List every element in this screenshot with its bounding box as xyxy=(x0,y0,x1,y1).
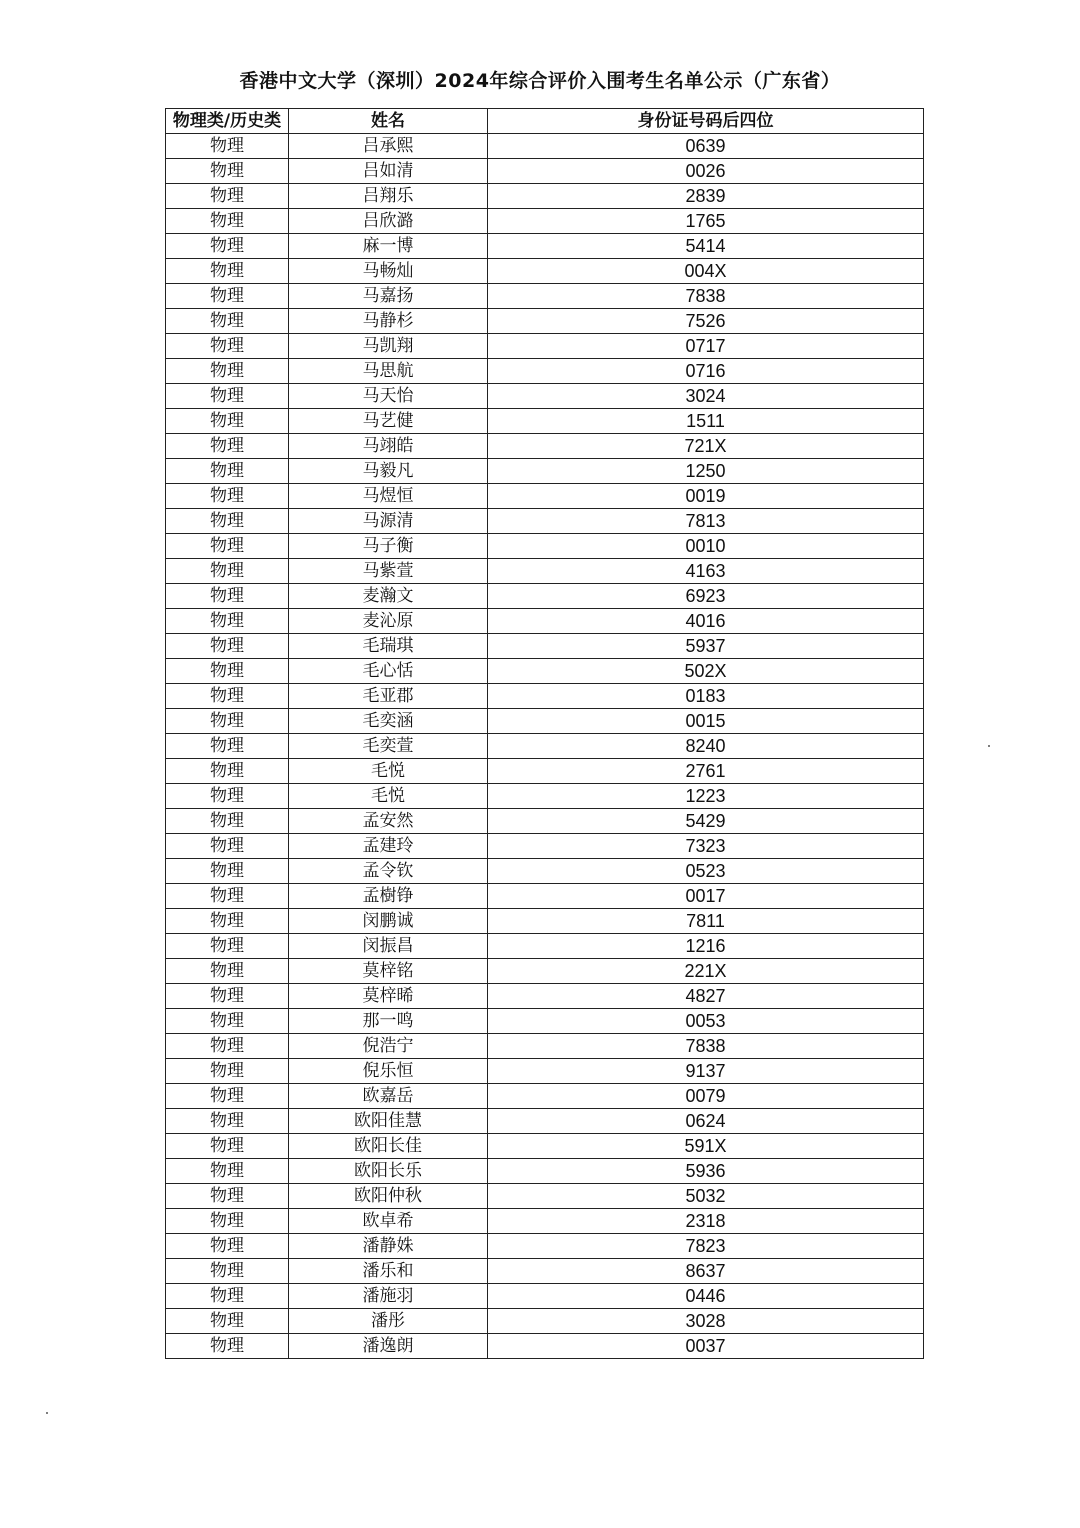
table-row xyxy=(166,1159,924,1184)
table-row xyxy=(166,659,924,684)
category-cell: 物理 xyxy=(166,734,289,759)
name-cell: 潘施羽 xyxy=(289,1284,488,1309)
id-last-four-cell: 721X xyxy=(488,434,924,459)
category-cell: 物理 xyxy=(166,809,289,834)
category-cell: 物理 xyxy=(166,984,289,1009)
id-last-four-cell: 2318 xyxy=(488,1209,924,1234)
category-cell: 物理 xyxy=(166,1234,289,1259)
table-row xyxy=(166,134,924,159)
name-cell: 马源清 xyxy=(289,509,488,534)
category-cell: 物理 xyxy=(166,284,289,309)
category-cell: 物理 xyxy=(166,1134,289,1159)
table-row xyxy=(166,1109,924,1134)
table-row xyxy=(166,884,924,909)
table-row xyxy=(166,634,924,659)
name-cell: 马翊皓 xyxy=(289,434,488,459)
name-cell: 毛奕萱 xyxy=(289,734,488,759)
category-cell: 物理 xyxy=(166,184,289,209)
id-last-four-cell: 0639 xyxy=(488,134,924,159)
category-cell: 物理 xyxy=(166,434,289,459)
name-cell: 马畅灿 xyxy=(289,259,488,284)
table-row xyxy=(166,1334,924,1359)
name-cell: 马毅凡 xyxy=(289,459,488,484)
id-last-four-cell: 0037 xyxy=(488,1334,924,1359)
id-last-four-cell: 5414 xyxy=(488,234,924,259)
id-last-four-cell: 0015 xyxy=(488,709,924,734)
category-cell: 物理 xyxy=(166,1209,289,1234)
name-cell: 莫梓铭 xyxy=(289,959,488,984)
category-cell: 物理 xyxy=(166,1309,289,1334)
table-row xyxy=(166,159,924,184)
id-last-four-cell: 0079 xyxy=(488,1084,924,1109)
name-cell: 毛亚郡 xyxy=(289,684,488,709)
id-last-four-cell: 4163 xyxy=(488,559,924,584)
category-cell: 物理 xyxy=(166,1109,289,1134)
table-row xyxy=(166,559,924,584)
candidate-table xyxy=(165,108,924,1359)
category-cell: 物理 xyxy=(166,609,289,634)
table-row xyxy=(166,1134,924,1159)
scan-speck xyxy=(46,1412,48,1414)
name-cell: 潘逸朗 xyxy=(289,1334,488,1359)
id-last-four-cell: 5032 xyxy=(488,1184,924,1209)
table-row xyxy=(166,1009,924,1034)
category-cell: 物理 xyxy=(166,534,289,559)
name-cell: 马天怡 xyxy=(289,384,488,409)
category-cell: 物理 xyxy=(166,409,289,434)
category-cell: 物理 xyxy=(166,934,289,959)
category-cell: 物理 xyxy=(166,1059,289,1084)
id-last-four-cell: 7813 xyxy=(488,509,924,534)
id-last-four-cell: 2761 xyxy=(488,759,924,784)
table-row xyxy=(166,259,924,284)
category-cell: 物理 xyxy=(166,234,289,259)
name-cell: 吕如清 xyxy=(289,159,488,184)
table-row xyxy=(166,1309,924,1334)
table-row xyxy=(166,984,924,1009)
name-cell: 欧阳仲秋 xyxy=(289,1184,488,1209)
table-row xyxy=(166,384,924,409)
table-row xyxy=(166,684,924,709)
category-cell: 物理 xyxy=(166,1284,289,1309)
id-last-four-cell: 1511 xyxy=(488,409,924,434)
category-cell: 物理 xyxy=(166,359,289,384)
name-cell: 孟令钦 xyxy=(289,859,488,884)
category-cell: 物理 xyxy=(166,259,289,284)
name-cell: 孟安然 xyxy=(289,809,488,834)
id-last-four-cell: 0010 xyxy=(488,534,924,559)
table-row xyxy=(166,509,924,534)
table-row xyxy=(166,859,924,884)
category-cell: 物理 xyxy=(166,709,289,734)
name-cell: 马凯翔 xyxy=(289,334,488,359)
category-cell: 物理 xyxy=(166,384,289,409)
name-cell: 那一鸣 xyxy=(289,1009,488,1034)
category-cell: 物理 xyxy=(166,559,289,584)
table-row xyxy=(166,1209,924,1234)
id-last-four-cell: 0183 xyxy=(488,684,924,709)
category-cell: 物理 xyxy=(166,1334,289,1359)
id-last-four-cell: 1765 xyxy=(488,209,924,234)
table-row xyxy=(166,1084,924,1109)
table-row xyxy=(166,1284,924,1309)
table-row xyxy=(166,809,924,834)
name-cell: 闵振昌 xyxy=(289,934,488,959)
category-cell: 物理 xyxy=(166,684,289,709)
category-cell: 物理 xyxy=(166,659,289,684)
column-header-category: 物理类/历史类 xyxy=(166,109,289,134)
name-cell: 倪浩宁 xyxy=(289,1034,488,1059)
id-last-four-cell: 7811 xyxy=(488,909,924,934)
id-last-four-cell: 3024 xyxy=(488,384,924,409)
table-row xyxy=(166,209,924,234)
table-row xyxy=(166,784,924,809)
category-cell: 物理 xyxy=(166,209,289,234)
id-last-four-cell: 7823 xyxy=(488,1234,924,1259)
name-cell: 毛奕涵 xyxy=(289,709,488,734)
id-last-four-cell: 591X xyxy=(488,1134,924,1159)
table-row xyxy=(166,1034,924,1059)
category-cell: 物理 xyxy=(166,484,289,509)
id-last-four-cell: 4016 xyxy=(488,609,924,634)
category-cell: 物理 xyxy=(166,634,289,659)
id-last-four-cell: 4827 xyxy=(488,984,924,1009)
id-last-four-cell: 5937 xyxy=(488,634,924,659)
name-cell: 潘乐和 xyxy=(289,1259,488,1284)
table-row xyxy=(166,334,924,359)
category-cell: 物理 xyxy=(166,1034,289,1059)
column-header-id-last-four: 身份证号码后四位 xyxy=(488,109,924,134)
table-row xyxy=(166,434,924,459)
name-cell: 马艺健 xyxy=(289,409,488,434)
id-last-four-cell: 0716 xyxy=(488,359,924,384)
id-last-four-cell: 221X xyxy=(488,959,924,984)
name-cell: 欧嘉岳 xyxy=(289,1084,488,1109)
id-last-four-cell: 0026 xyxy=(488,159,924,184)
name-cell: 毛瑞琪 xyxy=(289,634,488,659)
table-row xyxy=(166,1234,924,1259)
table-row xyxy=(166,484,924,509)
table-row xyxy=(166,534,924,559)
id-last-four-cell: 0019 xyxy=(488,484,924,509)
page-title: 香港中文大学（深圳）2024年综合评价入围考生名单公示（广东省） xyxy=(239,70,841,92)
name-cell: 马煜恒 xyxy=(289,484,488,509)
category-cell: 物理 xyxy=(166,584,289,609)
category-cell: 物理 xyxy=(166,459,289,484)
category-cell: 物理 xyxy=(166,884,289,909)
scan-speck xyxy=(988,745,990,747)
table-row xyxy=(166,909,924,934)
name-cell: 毛心恬 xyxy=(289,659,488,684)
id-last-four-cell: 0523 xyxy=(488,859,924,884)
name-cell: 欧阳长乐 xyxy=(289,1159,488,1184)
table-row xyxy=(166,584,924,609)
id-last-four-cell: 0717 xyxy=(488,334,924,359)
table-row xyxy=(166,709,924,734)
name-cell: 吕翔乐 xyxy=(289,184,488,209)
name-cell: 马子衡 xyxy=(289,534,488,559)
table-row xyxy=(166,734,924,759)
id-last-four-cell: 8637 xyxy=(488,1259,924,1284)
id-last-four-cell: 1216 xyxy=(488,934,924,959)
table-row xyxy=(166,609,924,634)
category-cell: 物理 xyxy=(166,1159,289,1184)
name-cell: 毛悦 xyxy=(289,784,488,809)
id-last-four-cell: 2839 xyxy=(488,184,924,209)
name-cell: 莫梓晞 xyxy=(289,984,488,1009)
name-cell: 吕承熙 xyxy=(289,134,488,159)
name-cell: 欧卓希 xyxy=(289,1209,488,1234)
table-row xyxy=(166,959,924,984)
category-cell: 物理 xyxy=(166,959,289,984)
id-last-four-cell: 9137 xyxy=(488,1059,924,1084)
id-last-four-cell: 5936 xyxy=(488,1159,924,1184)
name-cell: 马静杉 xyxy=(289,309,488,334)
category-cell: 物理 xyxy=(166,1009,289,1034)
name-cell: 吕欣潞 xyxy=(289,209,488,234)
id-last-four-cell: 502X xyxy=(488,659,924,684)
category-cell: 物理 xyxy=(166,784,289,809)
category-cell: 物理 xyxy=(166,134,289,159)
name-cell: 马思航 xyxy=(289,359,488,384)
name-cell: 马嘉扬 xyxy=(289,284,488,309)
id-last-four-cell: 004X xyxy=(488,259,924,284)
table-row xyxy=(166,1259,924,1284)
table-row xyxy=(166,934,924,959)
category-cell: 物理 xyxy=(166,1184,289,1209)
id-last-four-cell: 0017 xyxy=(488,884,924,909)
column-header-name: 姓名 xyxy=(289,109,488,134)
id-last-four-cell: 7526 xyxy=(488,309,924,334)
category-cell: 物理 xyxy=(166,509,289,534)
id-last-four-cell: 0446 xyxy=(488,1284,924,1309)
name-cell: 潘静姝 xyxy=(289,1234,488,1259)
name-cell: 欧阳长佳 xyxy=(289,1134,488,1159)
name-cell: 孟樹铮 xyxy=(289,884,488,909)
table-row xyxy=(166,359,924,384)
table-row xyxy=(166,409,924,434)
table-row xyxy=(166,834,924,859)
id-last-four-cell: 8240 xyxy=(488,734,924,759)
table-row xyxy=(166,309,924,334)
name-cell: 麻一博 xyxy=(289,234,488,259)
name-cell: 麦沁原 xyxy=(289,609,488,634)
category-cell: 物理 xyxy=(166,759,289,784)
id-last-four-cell: 7838 xyxy=(488,1034,924,1059)
id-last-four-cell: 0624 xyxy=(488,1109,924,1134)
table-header-row xyxy=(166,109,924,134)
category-cell: 物理 xyxy=(166,859,289,884)
id-last-four-cell: 7323 xyxy=(488,834,924,859)
name-cell: 孟建玲 xyxy=(289,834,488,859)
id-last-four-cell: 7838 xyxy=(488,284,924,309)
category-cell: 物理 xyxy=(166,159,289,184)
category-cell: 物理 xyxy=(166,834,289,859)
category-cell: 物理 xyxy=(166,334,289,359)
table-row xyxy=(166,284,924,309)
name-cell: 潘彤 xyxy=(289,1309,488,1334)
name-cell: 毛悦 xyxy=(289,759,488,784)
table-row xyxy=(166,234,924,259)
name-cell: 马紫萱 xyxy=(289,559,488,584)
id-last-four-cell: 3028 xyxy=(488,1309,924,1334)
table-row xyxy=(166,459,924,484)
id-last-four-cell: 5429 xyxy=(488,809,924,834)
id-last-four-cell: 1223 xyxy=(488,784,924,809)
name-cell: 倪乐恒 xyxy=(289,1059,488,1084)
category-cell: 物理 xyxy=(166,909,289,934)
name-cell: 欧阳佳慧 xyxy=(289,1109,488,1134)
table-row xyxy=(166,759,924,784)
id-last-four-cell: 0053 xyxy=(488,1009,924,1034)
category-cell: 物理 xyxy=(166,1084,289,1109)
table-row xyxy=(166,1184,924,1209)
id-last-four-cell: 6923 xyxy=(488,584,924,609)
category-cell: 物理 xyxy=(166,1259,289,1284)
table-row xyxy=(166,1059,924,1084)
category-cell: 物理 xyxy=(166,309,289,334)
table-row xyxy=(166,184,924,209)
id-last-four-cell: 1250 xyxy=(488,459,924,484)
name-cell: 麦瀚文 xyxy=(289,584,488,609)
table-body xyxy=(166,134,924,1359)
name-cell: 闵鹏诚 xyxy=(289,909,488,934)
